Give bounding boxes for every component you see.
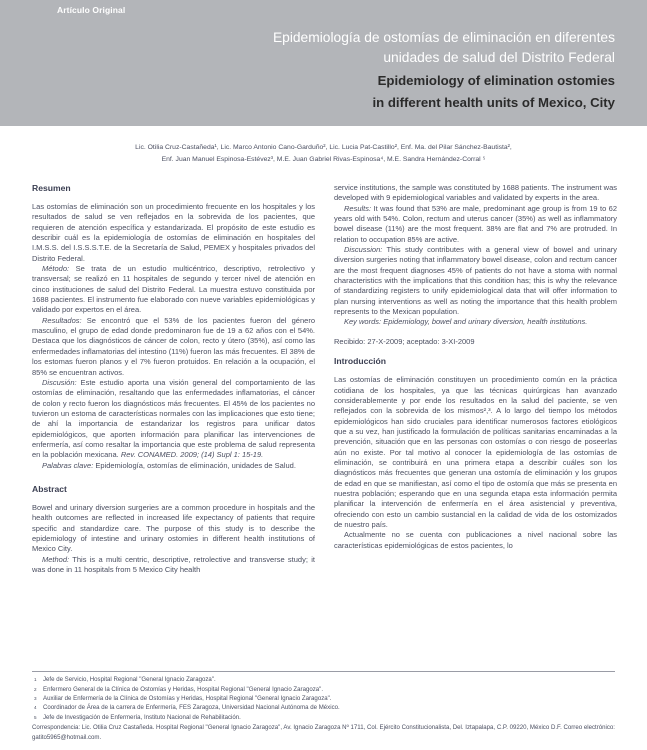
metodo-text: Se trata de un estudio multicéntrico, descriptivo, retrolectivo y transversal; se realizó en 11 hospitales de segundo y tercer nivel de atención en cinco instituciones de salud del Distrito Federal. La muestra estuvo constituida por 1688 pacientes. El instrumento fue elaborado con nueve variables epidemiológicas y validado por expertos en el área. bbox=[32, 264, 315, 315]
spacer-before-intro bbox=[334, 347, 617, 356]
page-title-english-line1: Epidemiology of elimination ostomies bbox=[377, 73, 615, 88]
article-type-kicker: Artículo Original bbox=[57, 5, 126, 15]
footnote-marker: 3 bbox=[34, 695, 37, 701]
results-paragraph bbox=[334, 204, 617, 245]
introduccion-paragraph-2: Actualmente no se cuenta con publicaciones a nivel nacional sobre las características epidemiológicas de estos pacientes, lo bbox=[334, 530, 617, 550]
introduccion-paragraph-1: Las ostomías de eliminación constituyen un procedimiento común en la práctica cotidiana de los hospitales, ya que las técnicas quirúrgicas han avanzado considerablemente y por ende los resultados en la salud del paciente, se ven reflejados con la sobrevida de los mismos²,³. A lo largo del tiempo los métodos epidemiológicos han sido cruciales para identificar numerosos factores etiológicos que a su vez, han justificado la formulación de políticas sanitarias encaminadas a la prevención, situación que en las personas con ostomías o con riesgo de poseerlas aún no existe. Por tal motivo al conocer la epidemiología de las ostomías de eliminación, se contribuirá en una primera etapa a describir cuáles son los diagnósticos más frecuentes que generan una ostomía de eliminación y los grupos de edad en que se manifiestan, así como el tipo de ostomía que más se presenta en nuestra población; esperando que en una segunda etapa esta información permita planificar la intervención de enfermería en el área asistencial y preventiva, ofreciendo con esto un cambio sustancial en la calidad de vida de los ostomizados de nuestro país. bbox=[334, 375, 617, 529]
footnote-text: Enfermero General de la Clínica de Ostomías y Heridas, Hospital Regional "General Ignacio Zaragoza". bbox=[43, 685, 324, 693]
correspondence-note: Correspondencia: Lic. Otilia Cruz Castañeda. Hospital Regional "General Ignacio Zaragoza", Av. Ignacio Zaragoza Nº 1711, Col. Ejército Constitucionalista, Del. Iztapalapa, C.P. 09220, México D.F. Correo electrónico: gatito5965@hotmail.com. bbox=[32, 724, 615, 741]
page-title-english-line2: in different health units of Mexico, City bbox=[372, 95, 615, 110]
resultados-text: Se encontró que el 53% de los pacientes fueron del género masculino, el grupo de edad donde predominaron fue de 19 a 62 años con el 54%. Destaca que los diagnósticos de cáncer de colon, recto y útero (35%), así como las enfermedades inflamatorias del intestino (11%) fueron las más frecuentes. El 38% de los estomas fueron planos y el 7% fueron protuidos. En relación a la ocupación, el 85% se encuentran activos. bbox=[32, 315, 315, 377]
abstract-paragraph: Bowel and urinary diversion surgeries are a common procedure in hospitals and the health outcomes are reflected in increased life expectancy of patients that require specific and standardize care. The purpose of this study is to describe the epidemiology of intestine and urinary ostomies in different health institutions of Mexico City. bbox=[32, 502, 315, 554]
heading-resumen: Resumen bbox=[32, 183, 71, 193]
footnote-marker: 2 bbox=[34, 686, 37, 692]
author-line-2: Enf. Juan Manuel Espinosa-Estévez³, M.E. Juan Gabriel Rivas-Espinosa⁴, M.E. Sandra Hernández-Corral ⁵ bbox=[161, 155, 486, 163]
method-label: Method: bbox=[42, 554, 70, 564]
spacer-before-dates bbox=[334, 328, 617, 337]
metodo-label: Método: bbox=[42, 264, 70, 274]
right-column bbox=[334, 183, 617, 575]
palabras-clave-text: Epidemiología, ostomías de eliminación, unidades de Salud. bbox=[93, 460, 296, 470]
discusion-label: Discusión: bbox=[42, 377, 77, 387]
resultados-label: Resultados: bbox=[42, 315, 82, 325]
keywords-label: Key words: bbox=[344, 317, 382, 327]
discussion-label: Discussion: bbox=[344, 245, 383, 255]
left-column bbox=[32, 183, 315, 575]
footnote-item bbox=[32, 703, 615, 712]
abstract-continuation: service institutions, the sample was constituted by 1688 patients. The instrument was developed with 9 epidemiological variables and validated by experts in the area. bbox=[334, 183, 617, 203]
heading-abstract: Abstract bbox=[32, 483, 67, 494]
resultados-paragraph bbox=[32, 316, 315, 378]
page-title-spanish-line1: Epidemiología de ostomías de eliminación en diferentes bbox=[272, 30, 615, 45]
footnote-item bbox=[32, 694, 615, 703]
received-accepted-dates: Recibido: 27-X-2009; aceptado: 3-XI-2009 bbox=[334, 336, 475, 346]
author-line-1: Lic. Otilia Cruz-Castañeda¹, Lic. Marco Antonio Cano-Garduño², Lic. Lucia Pat-Castillo², Enf. Ma. del Pilar Sánchez-Bautista², bbox=[135, 144, 512, 151]
results-text: It was found that 53% are male, predominant age group is from 19 to 62 years old with 54%. Colon, rectum and uterus cancer (35%) as well as inflammatory bowel disease (11%) are the most frequent. 38% are flat and 7% are protruded. In relation to occupation 85% are active. bbox=[334, 203, 617, 244]
discusion-text: Este estudio aporta una visión general del comportamiento de las ostomías de eliminación, resaltando que las enfermedades inflamatorias, el cáncer de colon y recto fueron los diagnósticos más frecuentes. El 45% de los pacientes no tuvieron un estoma de características normales con las implicaciones que esto tiene; de ahí la importancia de estandarizar los registros para unificar datos epidemiológicos, que aporten información para planificar las intervenciones de enfermería, así como resaltar la importancia que este problema de salud representa en la población mexicana. bbox=[32, 377, 315, 460]
article-body bbox=[0, 183, 647, 575]
page-title-spanish-line2: unidades de salud del Distrito Federal bbox=[383, 50, 615, 65]
method-text: This is a multi centric, descriptive, retrolective and transverse study; it was done in 11 hospitals from 5 Mexico City health bbox=[32, 554, 315, 574]
discussion-paragraph bbox=[334, 245, 617, 317]
footnote-marker: 5 bbox=[34, 714, 37, 720]
footnote-item bbox=[32, 675, 615, 684]
method-paragraph bbox=[32, 555, 315, 576]
discusion-citation: Rev. CONAMED. 2009; (14) Supl 1: 15-19. bbox=[120, 450, 264, 460]
footnote-marker: 1 bbox=[34, 677, 37, 683]
spacer-before-abstract bbox=[32, 471, 315, 484]
footnote-text: Jefe de Servicio, Hospital Regional "General Ignacio Zaragoza". bbox=[43, 676, 216, 684]
keywords-text: Epidemiology, bowel and urinary diversion, health institutions. bbox=[381, 317, 588, 327]
metodo-paragraph bbox=[32, 264, 315, 316]
resumen-paragraph: Las ostomías de eliminación son un procedimiento frecuente en los hospitales y los resultados de salud se ven reflejados en la sobrevida de los pacientes, que requieren de atención específica y estandarizada. El propósito de este estudio es describir cuál es la epidemiología de ostomías de eliminación en hospitales del I.M.S.S. del I.S.S.S.T.E. de la Secretaría de Salud, PEMEX y hospitales privados del Distrito Federal. bbox=[32, 202, 315, 263]
page-header-band bbox=[0, 0, 647, 126]
keywords-paragraph bbox=[334, 317, 617, 327]
palabras-clave-paragraph bbox=[32, 461, 315, 471]
footnote-text: Coordinador de Área de la carrera de Enfermería, FES Zaragoza, Universidad Nacional Autónoma de México. bbox=[43, 704, 340, 712]
author-list bbox=[28, 142, 619, 165]
results-label: Results: bbox=[344, 203, 372, 213]
footnote-item bbox=[32, 685, 615, 694]
footnote-marker: 4 bbox=[34, 705, 37, 711]
footnote-item bbox=[32, 713, 615, 722]
discusion-paragraph bbox=[32, 378, 315, 461]
footnote-text: Auxiliar de Enfermería de la Clínica de Ostomías y Heridas, Hospital Regional "General Ignacio Zaragoza". bbox=[43, 694, 332, 702]
heading-introduccion: Introducción bbox=[334, 356, 387, 367]
palabras-clave-label: Palabras clave: bbox=[42, 460, 94, 470]
title-block bbox=[273, 28, 615, 112]
footnote-text: Jefe de Investigación de Enfermería, Instituto Nacional de Rehabilitación. bbox=[43, 713, 241, 721]
discussion-text: This study contributes with a general view of bowel and urinary diversion surgeries noting that inflammatory bowel disease, colon and rectum cancer are the most frequent diagnoses 45% of patients do not have a stoma with normal characteristics with the implications that this condition has; this is why the relevance of standardizing registers to unify epidemiological data that will offer information to plan nursing interventions as well as noting the importance that this health problem represents to the Mexican population. bbox=[334, 245, 617, 317]
footnotes-block bbox=[32, 671, 615, 742]
